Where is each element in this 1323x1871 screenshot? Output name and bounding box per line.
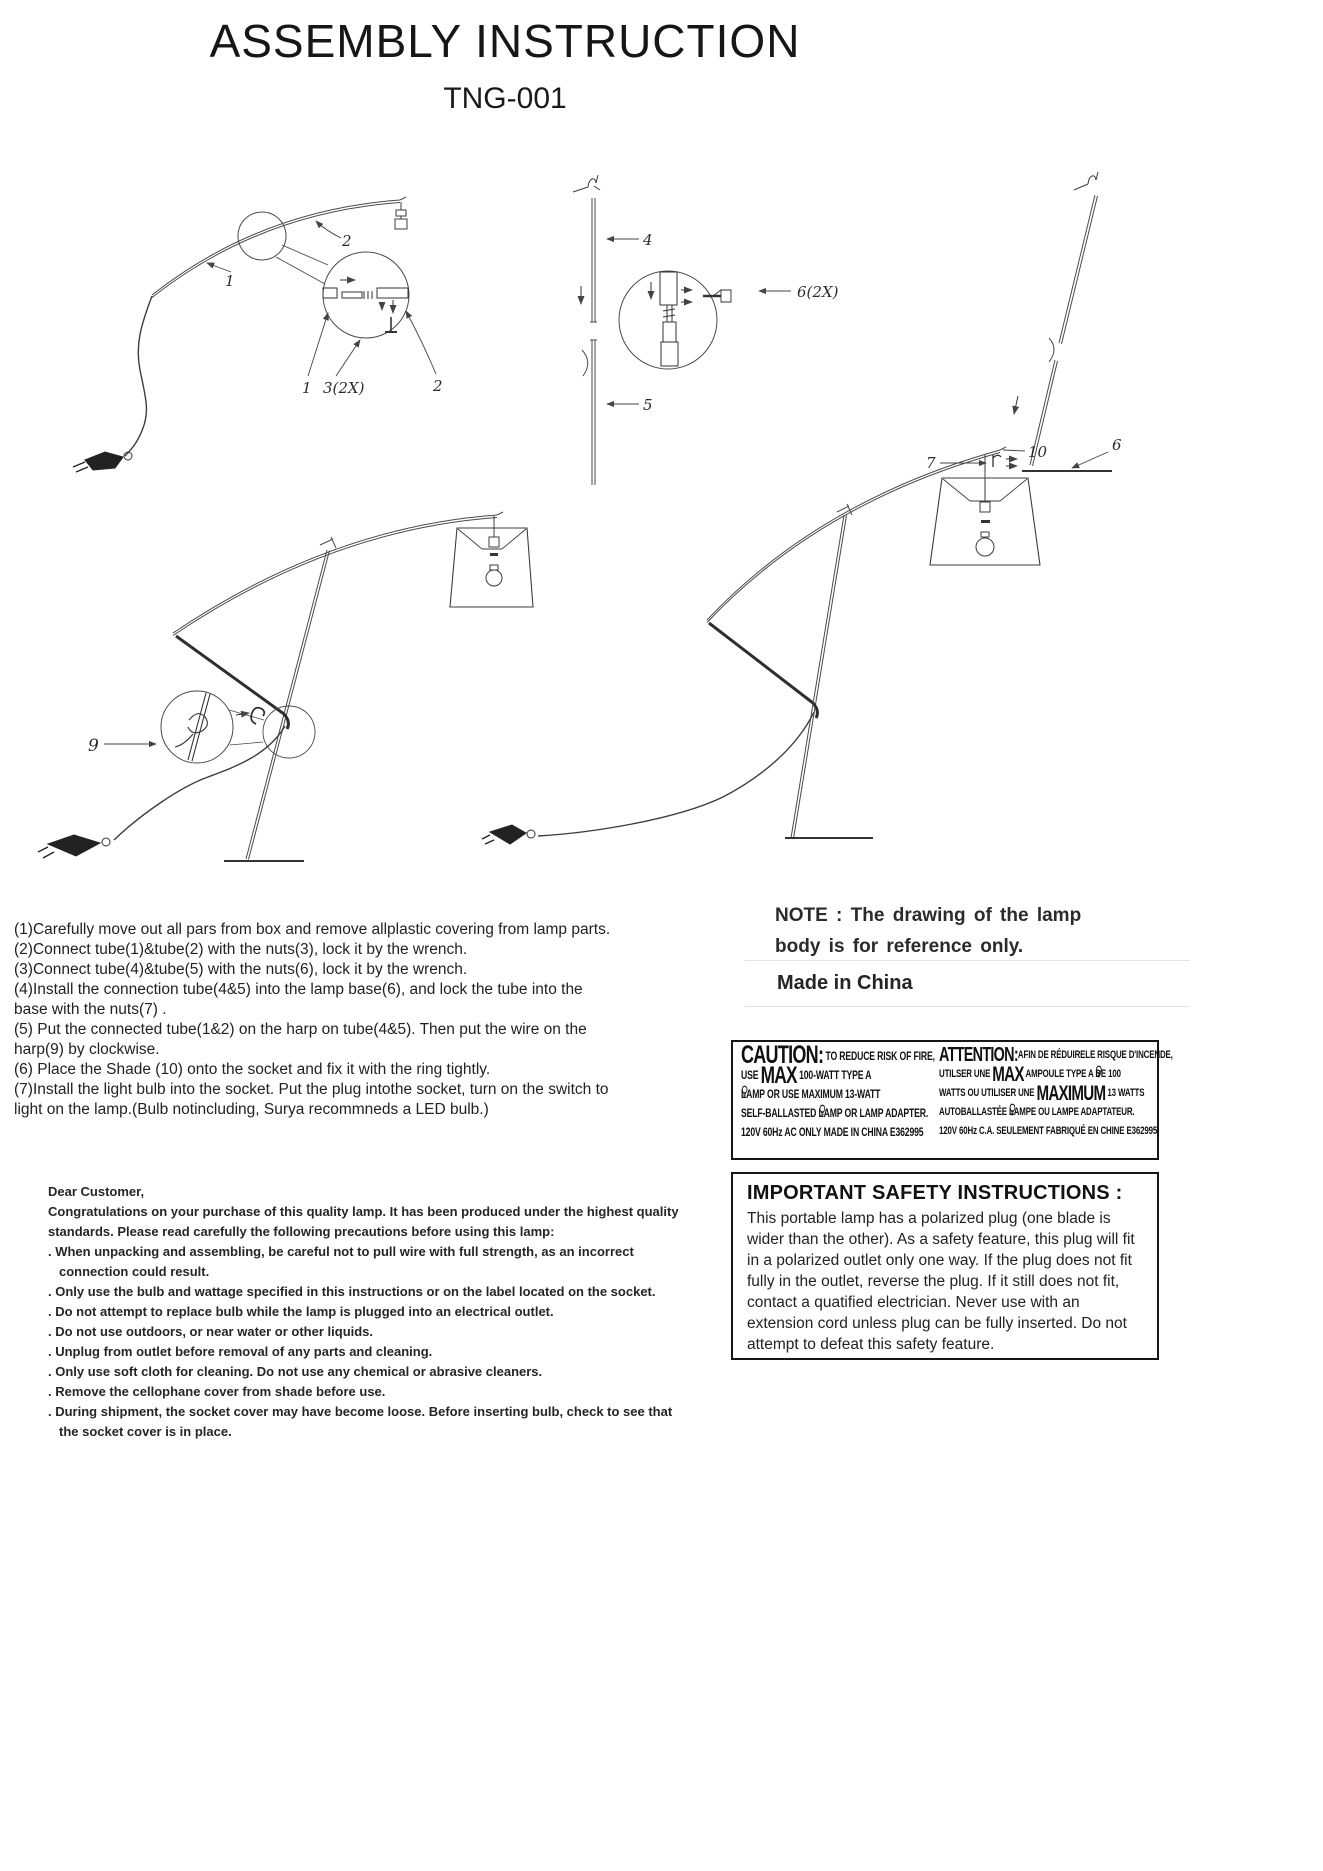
nut-connection-detail <box>651 272 692 366</box>
part-label-nuts7: 7 <box>926 454 936 472</box>
attention-heading: ATTENTION: <box>939 1044 1018 1066</box>
caution-box <box>731 1040 1173 1160</box>
attention-line-3 <box>939 1084 1155 1103</box>
tube-connector-detail <box>323 280 408 332</box>
step-3: (3)Connect tube(4)&tube(5) with the nuts(6), lock it by the wrench. <box>14 961 468 978</box>
model-number: TNG-001 <box>443 82 567 115</box>
lamp-shade <box>930 455 1040 565</box>
caution-text: SELF-BALLASTED <box>741 1106 817 1120</box>
light-bulb-icon <box>976 532 994 556</box>
diagram-harp-wire <box>30 425 550 875</box>
caution-text: UTILSER UNE <box>939 1068 991 1080</box>
power-cord <box>114 726 285 840</box>
part-label-tube4: 4 <box>643 231 653 249</box>
top-hook <box>1074 172 1098 190</box>
part-label-tube1: 1 <box>225 272 235 290</box>
caution-text: WATTS OU UTILISER UNE <box>939 1087 1035 1099</box>
wire-wrap-detail <box>175 693 210 761</box>
arc-tube <box>152 197 406 298</box>
caution-text: LAMP OR USE MAXIMUM 13-WATT <box>741 1087 881 1101</box>
precaution-item: . Only use soft cloth for cleaning. Do not use any chemical or abrasive cleaners. <box>48 1364 543 1379</box>
caution-text: TO REDUCE RISK OF FIRE, <box>825 1049 935 1063</box>
bulb-icon <box>1095 1065 1102 1079</box>
safety-body: This portable lamp has a polarized plug (one blade is wider than the other). As a safety feature, this plug will fit in a polarized outlet only one way. If the plug does not fit fully in the outlet, reverse the plug. If it still does not fit, contact a quatified electrician. Never use with an extension cord unless plug can be fully inserted. Do not attempt to defeat this safety feature. <box>747 1210 1135 1353</box>
caution-text: 13 WATTS <box>1107 1087 1145 1099</box>
attention-line-4 <box>939 1103 1155 1122</box>
part-label-tube1b: 1 <box>302 379 312 397</box>
letter-intro: Congratulations on your purchase of this quality lamp. It has been produced under the highest quality standards. Please read carefully the following precautions before using this lamp: <box>48 1204 679 1239</box>
caution-text: AFIN DE RÉDUIRELE RISQUE D'INCENDE, <box>1017 1049 1173 1061</box>
caution-text: DE 100 <box>1095 1068 1121 1080</box>
part-label-base6: 6 <box>1112 436 1122 454</box>
safety-title: IMPORTANT SAFETY INSTRUCTIONS : <box>747 1182 1123 1204</box>
magnifier-callout-lines <box>276 245 328 284</box>
bulb-icon <box>741 1085 748 1099</box>
arc-tube <box>707 447 1006 623</box>
diagram-place-shade <box>480 420 1145 875</box>
support-tube <box>791 504 852 839</box>
note-line-1: NOTE : The drawing of the lamp <box>775 905 1082 926</box>
precaution-item: . When unpacking and assembling, be careful not to pull wire with full strength, as an incorrect connection could result. <box>48 1244 634 1279</box>
caution-line-5: 120V 60Hz AC ONLY MADE IN CHINA E362995 <box>741 1125 924 1139</box>
magnifier-detail-circle <box>619 271 717 369</box>
caution-maximum: MAXIMUM <box>1036 1082 1106 1105</box>
caution-max: MAX <box>760 1062 797 1089</box>
caution-line-2 <box>741 1062 928 1089</box>
step-1: (1)Carefully move out all pars from box and remove allplastic covering from lamp parts. <box>14 921 611 938</box>
precaution-item: . During shipment, the socket cover may have become loose. Before inserting bulb, check to see that the socket cover is in place. <box>48 1404 673 1439</box>
caution-line-4 <box>741 1104 928 1123</box>
part-label-tube2: 2 <box>342 232 352 250</box>
elbow-region-circle <box>263 706 315 758</box>
page-title: ASSEMBLY INSTRUCTION <box>209 15 801 67</box>
brace-arm <box>176 636 288 729</box>
caution-text: 100-WATT TYPE A <box>799 1068 872 1082</box>
precaution-item: . Unplug from outlet before removal of any parts and cleaning. <box>48 1344 433 1359</box>
part-label-nuts6: 6(2X) <box>797 283 839 301</box>
screw-nut <box>703 290 731 302</box>
hanging-socket <box>395 202 407 229</box>
top-hook <box>573 175 600 192</box>
caution-text: LAMPE OU LAMPE ADAPTATEUR. <box>1009 1106 1135 1118</box>
caution-text: AUTOBALLASTÉE <box>939 1106 1007 1118</box>
power-plug <box>38 835 110 858</box>
assembly-steps <box>14 920 614 1120</box>
insert-arrow <box>1014 396 1018 414</box>
part-label-harp9: 9 <box>88 736 99 756</box>
attention-line-5: 120V 60Hz C.A. SEULEMENT FABRIQUÉ EN CHINE E362995 <box>939 1125 1158 1137</box>
precaution-item: . Do not use outdoors, or near water or other liquids. <box>48 1324 374 1339</box>
step-2: (2)Connect tube(1)&tube(2) with the nuts(3), lock it by the wrench. <box>14 941 468 958</box>
precaution-item: . Remove the cellophane cover from shade before use. <box>48 1384 386 1399</box>
caution-line-3 <box>741 1085 928 1104</box>
power-cord <box>538 712 814 836</box>
part-label-nuts3: 3(2X) <box>323 379 365 397</box>
part-label-tube2b: 2 <box>433 377 443 395</box>
tube-4 <box>590 198 597 322</box>
part-label-shade10: 10 <box>1028 443 1048 461</box>
caution-max: MAX <box>992 1063 1024 1086</box>
magnifier-small-circle <box>238 212 286 260</box>
support-tube <box>246 537 336 860</box>
caution-text: AMPOULE TYPE A <box>1025 1068 1094 1080</box>
attention-line-1 <box>939 1044 1173 1066</box>
step-6: (6) Place the Shade (10) onto the socket and fix it with the ring tightly. <box>14 1061 491 1078</box>
bulb-icon <box>1009 1103 1016 1117</box>
caution-text: LAMP OR LAMP ADAPTER. <box>818 1106 929 1120</box>
caution-heading: CAUTION: <box>741 1041 824 1069</box>
part-label-tube5: 5 <box>643 396 653 414</box>
caution-french <box>939 1044 1173 1141</box>
customer-letter <box>48 1182 683 1442</box>
power-plug <box>482 825 535 844</box>
made-in-label: Made in China <box>777 972 913 994</box>
magnifier-detail-circle <box>323 252 409 338</box>
caution-text: USE <box>741 1068 759 1082</box>
note-line-2: body is for reference only. <box>775 936 1024 957</box>
brace-arm <box>709 623 817 718</box>
reference-note <box>775 900 1195 962</box>
caution-english <box>741 1041 935 1142</box>
divider-line <box>745 960 1190 961</box>
step-4: (4)Install the connection tube(4&5) into the lamp base(6), and lock the tube into the base with the nuts(7) . <box>14 981 583 1018</box>
step-7: (7)Install the light bulb into the socket. Put the plug intothe socket, turn on the switch to light on the lamp.(Bulb notincluding, Surya recommneds a LED bulb.) <box>14 1081 609 1118</box>
divider-line <box>745 1006 1190 1007</box>
step-5: (5) Put the connected tube(1&2) on the harp on tube(4&5). Then put the wire on the harp(9) by clockwise. <box>14 1021 587 1058</box>
leader-shade10 <box>1003 450 1025 451</box>
precaution-item: . Do not attempt to replace bulb while the lamp is plugged into an electrical outlet. <box>48 1304 554 1319</box>
letter-greeting: Dear Customer, <box>48 1184 145 1199</box>
bulb-icon <box>819 1104 826 1118</box>
arc-tube <box>173 512 503 636</box>
safety-instructions-box <box>731 1172 1159 1360</box>
magnifier-callout-lines <box>229 710 264 745</box>
precaution-item: . Only use the bulb and wattage specified in this instructions or on the label located on the socket. <box>48 1284 656 1299</box>
